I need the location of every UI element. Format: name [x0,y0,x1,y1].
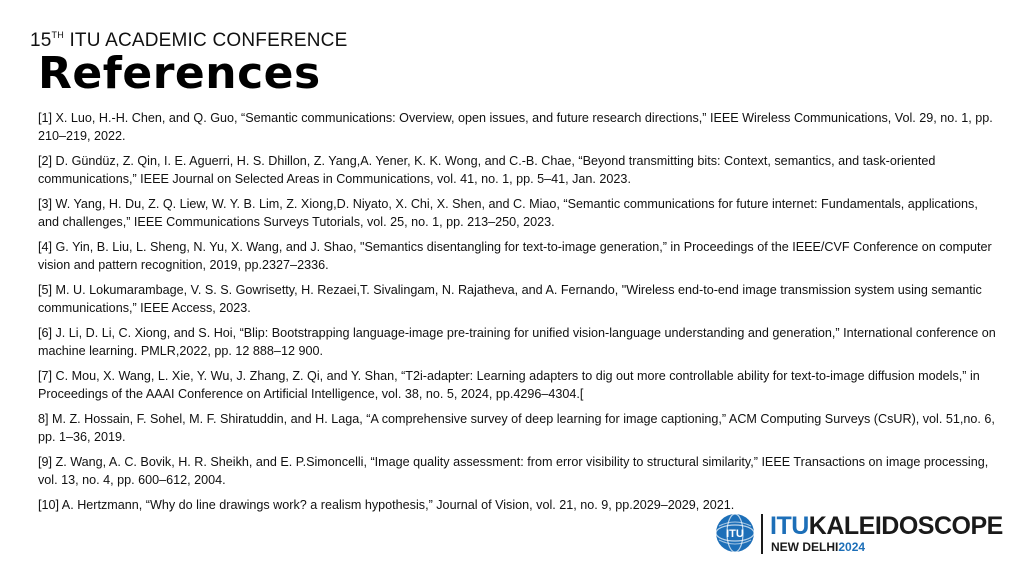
reference-item: [1] X. Luo, H.-H. Chen, and Q. Guo, “Semantic communications: Overview, open issues, and future research directions,” IEEE Wireless Communications, Vol. 29, no. 1, pp. 210–219, 2022. [38,111,993,143]
logo-brand-kaleidoscope: KALEIDOSCOPE [808,512,1003,540]
reference-item: [7] C. Mou, X. Wang, L. Xie, Y. Wu, J. Zhang, Z. Qi, and Y. Shan, “T2i-adapter: Learning adapters to dig out more controllable ability for text-to-image diffusion models,” in Proceedings of the AAAI Conference on Artificial Intelligence, vol. 38, no. 5, 2024, pp.4296–4304.[ [38,369,980,401]
logo-wordmark [770,512,1003,541]
page-title: References [38,48,321,99]
reference-item: [10] A. Hertzmann, “Why do line drawings work? a realism hypothesis,” Journal of Vision, vol. 21, no. 9, pp.2029–2029, 2021. [38,498,735,512]
itu-emblem-text: ITU [726,528,744,540]
reference-item: 8] M. Z. Hossain, F. Sohel, M. F. Shiratuddin, and H. Laga, “A comprehensive survey of deep learning for image captioning,” ACM Computing Surveys (CsUR), vol. 51,no. 6, pp. 1–36, 2019. [38,412,995,444]
reference-item: [9] Z. Wang, A. C. Bovik, H. R. Sheikh, and E. P.Simoncelli, “Image quality assessment: from error visibility to structural similarity,” IEEE Transactions on image processing, vol. 13, no. 4, pp. 600–612, 2004. [38,455,989,487]
reference-item: [2] D. Gündüz, Z. Qin, I. E. Aguerri, H. S. Dhillon, Z. Yang,A. Yener, K. K. Wong, and C.-B. Chae, “Beyond transmitting bits: Context, semantics, and task-oriented communications,” IEEE Journal on Selected Areas in Communications, vol. 41, no. 1, pp. 5–41, Jan. 2023. [38,154,936,186]
itu-kaleidoscope-logo [714,512,1004,557]
reference-item: [5] M. U. Lokumarambage, V. S. S. Gowrisetty, H. Rezaei,T. Sivalingam, N. Rajatheva, and A. Fernando, "Wireless end-to-end image transmission system using semantic communications,” IEEE Access, 2023. [38,283,982,315]
logo-brand-itu: ITU [770,512,809,540]
references-list [38,110,996,523]
conference-name: ITU ACADEMIC CONFERENCE [69,30,348,51]
logo-city: NEW DELHI [771,540,839,554]
logo-year: 2024 [838,540,866,554]
reference-item: [6] J. Li, D. Li, C. Xiong, and S. Hoi, “Blip: Bootstrapping language-image pre-training for unified vision-language understanding and generation,” International conference on machine learning. PMLR,2022, pp. 12 888–12 900. [38,326,996,358]
reference-item: [3] W. Yang, H. Du, Z. Q. Liew, W. Y. B. Lim, Z. Xiong,D. Niyato, X. Chi, X. Shen, and C. Miao, “Semantic communications for future internet: Fundamentals, applications, and challenges,” IEEE Communications Surveys Tutorials, vol. 25, no. 1, pp. 213–250, 2023. [38,197,978,229]
logo-location [771,540,865,554]
logo-divider [761,514,763,554]
conference-ordinal-suffix: TH [51,30,64,40]
reference-item: [4] G. Yin, B. Liu, L. Sheng, N. Yu, X. Wang, and J. Shao, "Semantics disentangling for text-to-image generation,” in Proceedings of the IEEE/CVF Conference on computer vision and pattern recognition, 2019, pp.2327–2336. [38,240,992,272]
conference-number: 15 [30,30,52,51]
itu-globe-icon [714,512,756,554]
